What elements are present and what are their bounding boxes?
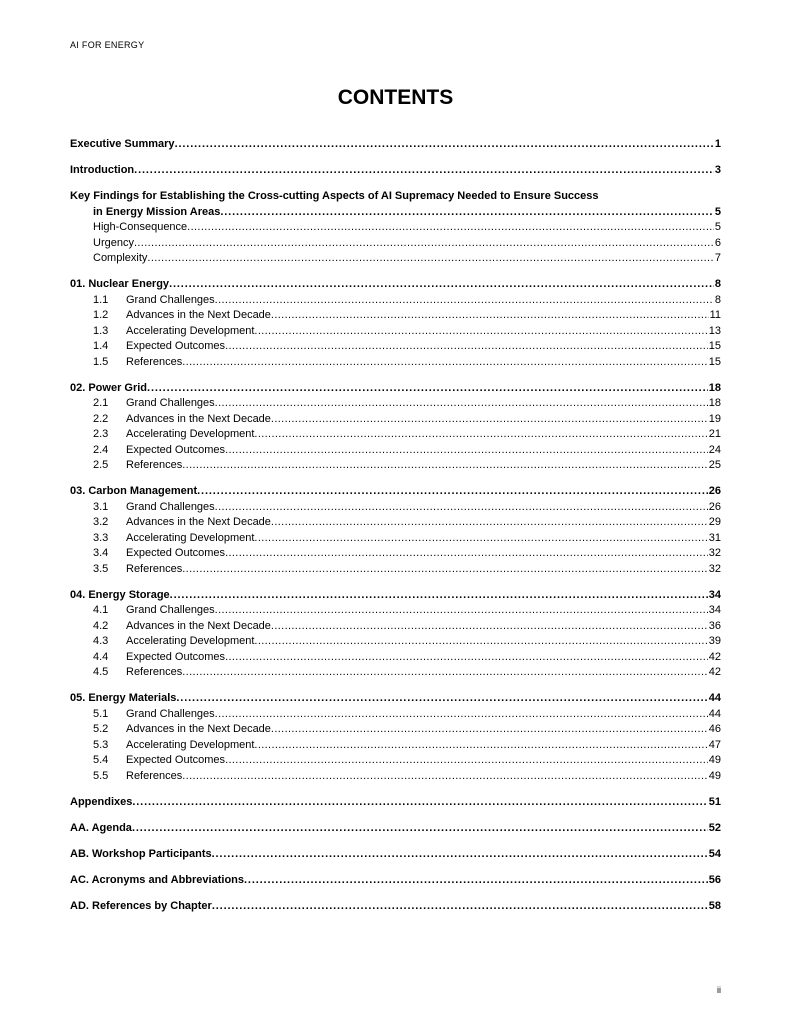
toc-section-page: 34 bbox=[708, 603, 721, 619]
dot-leader bbox=[212, 847, 708, 863]
toc-section-page: 11 bbox=[709, 308, 721, 324]
toc-section-number: 3.5 bbox=[93, 562, 126, 578]
dot-leader bbox=[271, 515, 708, 531]
toc-section[interactable] bbox=[70, 546, 721, 562]
toc-subentry[interactable] bbox=[70, 220, 721, 236]
dot-leader bbox=[170, 588, 708, 604]
dot-leader bbox=[215, 396, 708, 412]
toc-section-number: 5.3 bbox=[93, 738, 126, 754]
toc-entry-page: 5 bbox=[714, 205, 721, 221]
toc-section-label: Expected Outcomes bbox=[126, 340, 226, 352]
toc-section-label: Advances in the Next Decade bbox=[126, 619, 271, 632]
dot-leader bbox=[225, 339, 708, 355]
toc-section[interactable] bbox=[70, 707, 721, 723]
dot-leader bbox=[175, 137, 714, 153]
toc-section-number: 1.1 bbox=[93, 293, 126, 309]
toc-section-label: Accelerating Development bbox=[126, 635, 255, 647]
toc-section[interactable] bbox=[70, 293, 721, 309]
dot-leader bbox=[225, 753, 708, 769]
toc-section-page: 13 bbox=[708, 324, 721, 340]
toc-section-page: 36 bbox=[708, 619, 721, 635]
toc-chapter-energy-storage[interactable] bbox=[70, 588, 721, 604]
toc-section-page: 15 bbox=[708, 355, 721, 371]
table-of-contents bbox=[70, 137, 721, 914]
toc-section-label: References bbox=[126, 666, 183, 678]
toc-section-page: 31 bbox=[708, 531, 721, 547]
toc-section-number: 3.4 bbox=[93, 546, 126, 562]
toc-entry-label: 05. Energy Materials bbox=[70, 691, 176, 707]
toc-section-label: Grand Challenges bbox=[126, 293, 215, 306]
toc-section[interactable] bbox=[70, 562, 721, 578]
toc-section-page: 26 bbox=[708, 500, 721, 516]
toc-chapter-nuclear-energy[interactable] bbox=[70, 277, 721, 293]
toc-section-number: 3.1 bbox=[93, 500, 126, 516]
dot-leader bbox=[254, 634, 707, 650]
toc-section-number: 3.2 bbox=[93, 515, 126, 531]
dot-leader bbox=[182, 458, 707, 474]
toc-entry-label: 01. Nuclear Energy bbox=[70, 277, 169, 293]
toc-section-page: 47 bbox=[708, 738, 721, 754]
toc-entry-page: 58 bbox=[708, 899, 721, 915]
toc-entry-agenda[interactable] bbox=[70, 821, 721, 837]
toc-section-number: 4.2 bbox=[93, 619, 126, 635]
toc-entry-page: 44 bbox=[708, 691, 721, 707]
toc-section-label: Advances in the Next Decade bbox=[126, 516, 271, 528]
toc-entry-page: 56 bbox=[708, 873, 721, 889]
toc-section-label: Advances in the Next Decade bbox=[126, 723, 271, 735]
toc-subentry-label: Complexity bbox=[93, 251, 147, 267]
dot-leader bbox=[225, 650, 708, 666]
toc-section[interactable] bbox=[70, 531, 721, 547]
dot-leader bbox=[215, 293, 714, 309]
dot-leader bbox=[271, 308, 709, 324]
toc-entry-label: in Energy Mission Areas bbox=[93, 205, 220, 221]
toc-section[interactable] bbox=[70, 339, 721, 355]
dot-leader bbox=[215, 500, 708, 516]
toc-section-number: 5.2 bbox=[93, 722, 126, 738]
toc-section-number: 5.4 bbox=[93, 753, 126, 769]
toc-section-number: 1.3 bbox=[93, 324, 126, 340]
toc-section-page: 49 bbox=[708, 769, 721, 785]
toc-section-page: 19 bbox=[708, 412, 721, 428]
toc-section[interactable] bbox=[70, 500, 721, 516]
toc-section-number: 5.5 bbox=[93, 769, 126, 785]
toc-section-number: 4.3 bbox=[93, 634, 126, 650]
toc-section[interactable] bbox=[70, 619, 721, 635]
toc-section-page: 21 bbox=[708, 427, 721, 443]
toc-entry-page: 8 bbox=[714, 277, 721, 293]
dot-leader bbox=[182, 769, 707, 785]
toc-entry-label: Appendixes bbox=[70, 795, 132, 811]
toc-section-number: 4.5 bbox=[93, 665, 126, 681]
toc-section-number: 4.4 bbox=[93, 650, 126, 666]
toc-chapter-carbon-management[interactable] bbox=[70, 484, 721, 500]
toc-section-page: 29 bbox=[708, 515, 721, 531]
toc-entry-label: Executive Summary bbox=[70, 137, 175, 153]
toc-section[interactable] bbox=[70, 427, 721, 443]
dot-leader bbox=[225, 443, 708, 459]
dot-leader bbox=[212, 899, 708, 915]
toc-section-page: 8 bbox=[714, 293, 721, 309]
toc-entry-key-findings-line1[interactable]: Key Findings for Establishing the Cross-cutting Aspects of AI Supremacy Needed to Ensure Success bbox=[70, 190, 599, 202]
toc-entry-page: 51 bbox=[708, 795, 721, 811]
dot-leader bbox=[176, 691, 707, 707]
toc-entry-appendixes[interactable] bbox=[70, 795, 721, 811]
toc-section-label: Grand Challenges bbox=[126, 604, 215, 616]
dot-leader bbox=[215, 603, 708, 619]
toc-subentry[interactable] bbox=[70, 251, 721, 267]
toc-section-number: 1.2 bbox=[93, 308, 126, 324]
toc-subentry-page: 6 bbox=[714, 236, 721, 252]
toc-section-page: 32 bbox=[708, 562, 721, 578]
toc-subentry-page: 7 bbox=[714, 251, 721, 267]
dot-leader bbox=[271, 722, 708, 738]
toc-entry-page: 54 bbox=[708, 847, 721, 863]
dot-leader bbox=[215, 707, 708, 723]
toc-section-label: References bbox=[126, 459, 183, 471]
toc-section-page: 49 bbox=[708, 753, 721, 769]
dot-leader bbox=[271, 412, 708, 428]
toc-section-number: 2.2 bbox=[93, 412, 126, 428]
toc-entry-introduction[interactable] bbox=[70, 163, 721, 179]
toc-section-page: 24 bbox=[708, 443, 721, 459]
dot-leader bbox=[182, 355, 707, 371]
running-header: AI FOR ENERGY bbox=[70, 40, 145, 50]
toc-section-page: 25 bbox=[708, 458, 721, 474]
toc-entry-references-by-chapter[interactable] bbox=[70, 899, 721, 915]
toc-subentry-page: 5 bbox=[714, 220, 721, 236]
toc-section[interactable] bbox=[70, 753, 721, 769]
toc-section[interactable] bbox=[70, 443, 721, 459]
toc-entry-executive-summary[interactable] bbox=[70, 137, 721, 153]
dot-leader bbox=[132, 795, 707, 811]
toc-section-page: 42 bbox=[708, 665, 721, 681]
toc-section-label: Accelerating Development bbox=[126, 324, 255, 337]
toc-section[interactable] bbox=[70, 634, 721, 650]
toc-section[interactable] bbox=[70, 308, 721, 324]
toc-entry-page: 26 bbox=[708, 484, 721, 500]
toc-section-label: Expected Outcomes bbox=[126, 547, 226, 559]
toc-section[interactable] bbox=[70, 458, 721, 474]
toc-subentry-label: Urgency bbox=[93, 236, 134, 252]
toc-chapter-power-grid[interactable] bbox=[70, 381, 721, 397]
toc-entry-page: 3 bbox=[714, 163, 721, 179]
toc-section-label: References bbox=[126, 769, 183, 782]
toc-section[interactable] bbox=[70, 722, 721, 738]
toc-section-number: 1.4 bbox=[93, 339, 126, 355]
dot-leader bbox=[134, 163, 714, 179]
toc-section-label: Expected Outcomes bbox=[126, 754, 226, 766]
toc-chapter-energy-materials[interactable] bbox=[70, 691, 721, 707]
toc-entry-label: 03. Carbon Management bbox=[70, 484, 197, 500]
toc-section-page: 18 bbox=[708, 396, 721, 412]
toc-entry-label: AA. Agenda bbox=[70, 821, 132, 837]
toc-section-label: Accelerating Development bbox=[126, 531, 255, 544]
dot-leader bbox=[197, 484, 708, 500]
toc-section-number: 4.1 bbox=[93, 603, 126, 619]
toc-section-label: Accelerating Development bbox=[126, 428, 255, 440]
toc-section[interactable] bbox=[70, 396, 721, 412]
dot-leader bbox=[147, 251, 713, 267]
toc-section-page: 32 bbox=[708, 546, 721, 562]
dot-leader bbox=[254, 427, 707, 443]
dot-leader bbox=[132, 821, 708, 837]
toc-entry-label: AC. Acronyms and Abbreviations bbox=[70, 873, 244, 889]
toc-section-number: 2.4 bbox=[93, 443, 126, 459]
dot-leader bbox=[147, 381, 708, 397]
toc-section-label: Advances in the Next Decade bbox=[126, 412, 271, 425]
dot-leader bbox=[182, 665, 707, 681]
toc-entry-label: 02. Power Grid bbox=[70, 381, 147, 397]
toc-section-number: 1.5 bbox=[93, 355, 126, 371]
toc-entry-key-findings[interactable] bbox=[70, 205, 721, 221]
toc-section-number: 3.3 bbox=[93, 531, 126, 547]
toc-section[interactable] bbox=[70, 738, 721, 754]
toc-section-label: References bbox=[126, 355, 183, 368]
toc-section[interactable] bbox=[70, 412, 721, 428]
dot-leader bbox=[244, 873, 708, 889]
toc-section-label: Accelerating Development bbox=[126, 738, 255, 751]
toc-section-label: References bbox=[126, 562, 183, 575]
toc-section[interactable] bbox=[70, 355, 721, 371]
toc-section-page: 42 bbox=[708, 650, 721, 666]
toc-section-label: Expected Outcomes bbox=[126, 443, 226, 456]
toc-section-page: 15 bbox=[708, 339, 721, 355]
toc-section-number: 2.1 bbox=[93, 396, 126, 412]
dot-leader bbox=[254, 531, 707, 547]
toc-section-number: 2.5 bbox=[93, 458, 126, 474]
toc-entry-page: 18 bbox=[708, 381, 721, 397]
toc-entry-page: 1 bbox=[714, 137, 721, 153]
dot-leader bbox=[271, 619, 708, 635]
dot-leader bbox=[187, 220, 714, 236]
dot-leader bbox=[169, 277, 714, 293]
toc-section-page: 46 bbox=[708, 722, 721, 738]
dot-leader bbox=[182, 562, 707, 578]
toc-section[interactable] bbox=[70, 324, 721, 340]
toc-section-label: Grand Challenges bbox=[126, 500, 215, 513]
toc-section-label: Advances in the Next Decade bbox=[126, 309, 271, 321]
toc-subentry-label: High-Consequence bbox=[93, 220, 187, 236]
toc-section[interactable] bbox=[70, 665, 721, 681]
toc-section-number: 2.3 bbox=[93, 427, 126, 443]
toc-entry-label: AB. Workshop Participants bbox=[70, 847, 212, 863]
toc-entry-acronyms[interactable] bbox=[70, 873, 721, 889]
dot-leader bbox=[220, 205, 714, 221]
toc-entry-page: 34 bbox=[708, 588, 721, 604]
toc-section-page: 39 bbox=[708, 634, 721, 650]
toc-entry-label: 04. Energy Storage bbox=[70, 588, 170, 604]
toc-section-page: 44 bbox=[708, 707, 721, 723]
toc-entry-page: 52 bbox=[708, 821, 721, 837]
toc-subentry[interactable] bbox=[70, 236, 721, 252]
toc-section-label: Grand Challenges bbox=[126, 397, 215, 409]
toc-entry-label: AD. References by Chapter bbox=[70, 899, 212, 915]
dot-leader bbox=[225, 546, 708, 562]
toc-section-label: Expected Outcomes bbox=[126, 650, 226, 663]
toc-section-label: Grand Challenges bbox=[126, 707, 215, 720]
page-title: CONTENTS bbox=[337, 86, 454, 109]
dot-leader bbox=[254, 324, 707, 340]
page-number: ii bbox=[717, 985, 721, 995]
toc-entry-workshop-participants[interactable] bbox=[70, 847, 721, 863]
dot-leader bbox=[134, 236, 714, 252]
toc-section-number: 5.1 bbox=[93, 707, 126, 723]
toc-section[interactable] bbox=[70, 515, 721, 531]
toc-section[interactable] bbox=[70, 603, 721, 619]
toc-entry-label: Introduction bbox=[70, 163, 134, 179]
dot-leader bbox=[254, 738, 707, 754]
toc-section[interactable] bbox=[70, 769, 721, 785]
toc-section[interactable] bbox=[70, 650, 721, 666]
